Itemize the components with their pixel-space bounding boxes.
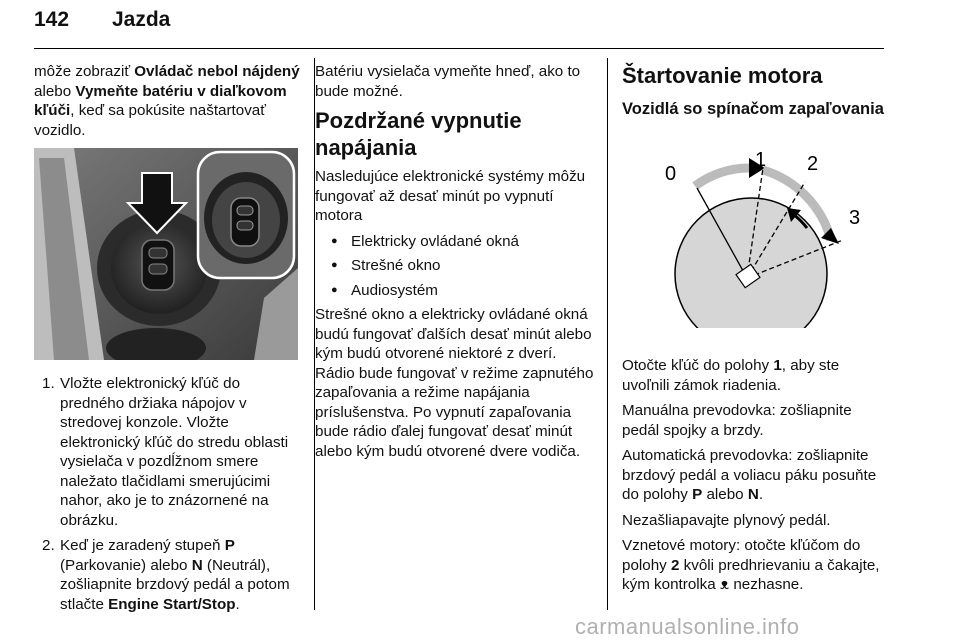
col2-paragraph-1: Batériu vysielača vymeňte hneď, ako to bude možné.	[315, 63, 581, 100]
bold-text: Ovládač nebol nájdený	[134, 63, 300, 80]
section-heading: Štartovanie motora	[622, 63, 823, 88]
text-run: Nezašliapavajte plynový pedál.	[622, 511, 831, 529]
step-item	[34, 374, 304, 530]
col2-paragraph-2: Nasledujúce elektronické systémy môžu fungovať až desať minút po vypnutí motora	[315, 168, 586, 224]
bold-text: Engine Start/Stop	[108, 595, 236, 613]
bold-text: 2	[670, 556, 680, 574]
text-run: , aby ste uvoľnili zámok riadenia.	[622, 357, 840, 394]
col3-paragraph	[622, 536, 890, 595]
text-run: Automatická prevodovka: zošliapnite brzdový pedál a voliacu páku posuňte do polohy	[622, 447, 877, 503]
col2-paragraph-3: Strešné okno a elektricky ovládané okná budú fungovať ďalších desať minút alebo kým budú otvorené niektoré z dverí. Rádio bude fungovať v režime zapnutého zapaľovania a režime napájania príslušenstva. Po vypnutí zapaľovania bude rádio ďalej fungovať desať minút alebo kým budú otvorené dvere vodiča.	[315, 306, 594, 460]
col3-paragraph	[622, 511, 890, 531]
sub-heading: Vozidlá so spínačom zapaľovania	[622, 100, 884, 118]
text-run: alebo	[34, 82, 76, 100]
text-run: kvôli predhrievaniu a čakajte, kým kontrolka	[622, 556, 880, 593]
step-item	[34, 536, 304, 614]
text-run: (Parkovanie) alebo	[60, 556, 192, 574]
bold-text: N	[191, 556, 203, 574]
col3-paragraph	[622, 356, 890, 395]
step-text	[60, 537, 290, 613]
diagram-label: 2	[807, 153, 819, 175]
text-run: môže zobraziť	[34, 63, 135, 80]
text-run: Manuálna prevodovka: zošliapnite pedál spojky a brzdy.	[622, 402, 852, 439]
col3-paragraph	[622, 401, 890, 440]
col1-paragraph	[34, 62, 304, 140]
text-run: .	[235, 595, 240, 613]
bold-text: N	[747, 486, 759, 503]
text-run: (Neutrál), zošliapnite brzdový pedál a potom stlačte	[60, 556, 290, 613]
step-number: 2.	[42, 537, 55, 554]
bullet-item: ● Elektricky ovládané okná	[315, 232, 597, 252]
column-divider-2	[607, 58, 608, 610]
section-heading: Pozdržané vypnutie napájania	[315, 108, 522, 160]
bold-text: P	[692, 486, 703, 503]
col3-paragraph	[622, 446, 890, 505]
steps-list	[34, 374, 304, 620]
bullet-item: ● Audiosystém	[315, 281, 597, 301]
diagram-label: 1	[755, 149, 767, 171]
text-run: .	[758, 486, 764, 503]
text-run: ᴥ	[719, 576, 730, 593]
page-number: 142	[34, 8, 70, 31]
bullet-item: ● Strešné okno	[315, 256, 597, 276]
step-number: 1.	[42, 375, 55, 392]
watermark: carmanualsonline.info	[575, 614, 800, 639]
text-run: nezhasne.	[729, 576, 804, 593]
text-run: , keď sa pokúsite naštartovať vozidlo.	[34, 102, 266, 139]
header-rule	[34, 48, 884, 49]
column-3-body	[622, 356, 890, 601]
step-text	[60, 375, 288, 529]
diagram-label: 3	[849, 207, 861, 229]
text-run: Vznetové motory: otočte kľúčom do polohy	[622, 537, 861, 574]
text-run: alebo	[702, 486, 748, 503]
column-2	[315, 62, 597, 467]
bold-text: Vymeňte batériu v diaľkovom kľúči	[34, 82, 287, 119]
bold-text: P	[224, 537, 235, 554]
column-1	[34, 62, 304, 146]
text-run: Otočte kľúč do polohy	[622, 357, 774, 374]
key-fob-cupholder-photo	[34, 148, 298, 360]
text-run: Keď je zaradený stupeň	[60, 537, 225, 554]
section-title: Jazda	[112, 8, 171, 31]
diagram-label: 0	[665, 163, 677, 185]
text-run: Vložte elektronický kľúč do predného držiaka nápojov v stredovej konzole. Vložte elektronický kľúč do stredu oblasti vysielača v pozdĺžnom smere naležato tlačidlami smerujúcimi nahor, ako je to znázornené na obrázku.	[60, 375, 289, 529]
column-3	[622, 62, 890, 128]
ignition-switch-icon	[655, 148, 875, 328]
bullet-list	[315, 232, 597, 301]
bold-text: 1	[773, 357, 782, 374]
